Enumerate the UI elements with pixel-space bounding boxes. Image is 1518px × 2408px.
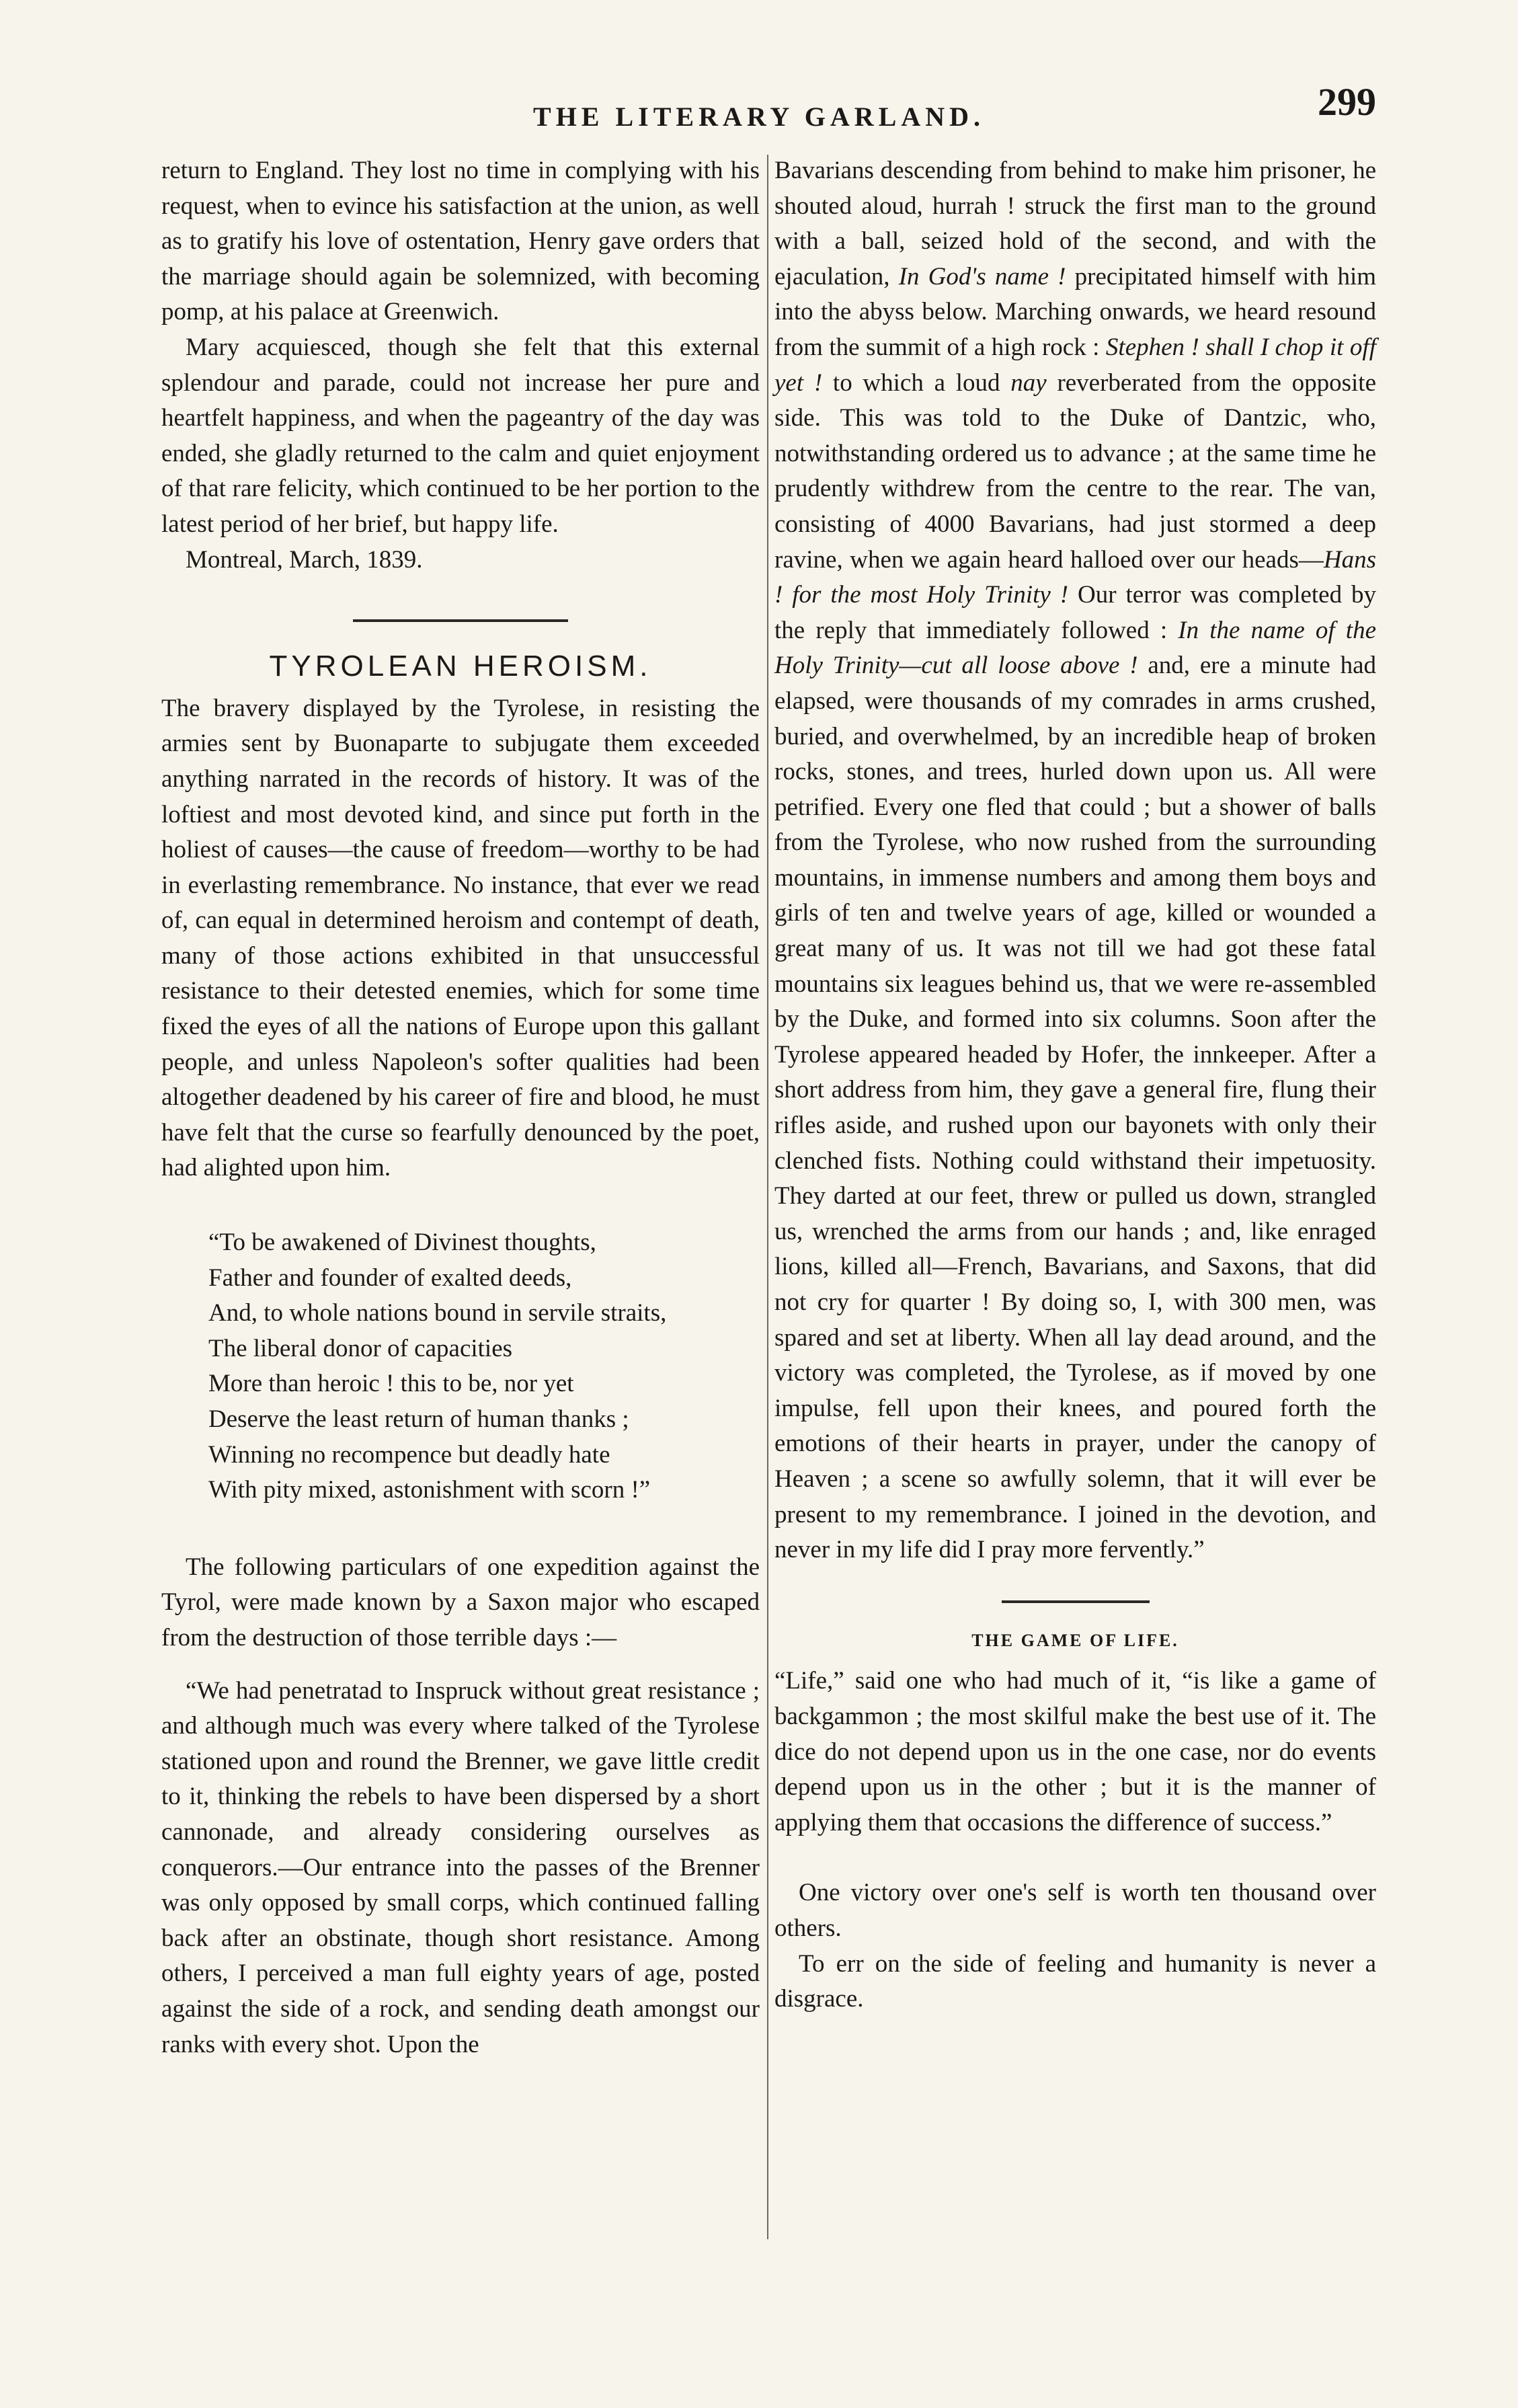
paragraph: “Life,” said one who had much of it, “is like a game of backgammon ; the most skilful make the best use of it. The dice do not depend upon us in the one case, nor do events depend upon us in the other ; but it is the manner of applying them that occasions the difference of success.” [774, 1667, 1376, 1836]
italic-run: Stephen ! shall I chop it off yet ! [774, 333, 1376, 397]
section-rule [1002, 1600, 1150, 1603]
dateline: Montreal, March, 1839. [186, 545, 423, 574]
text-run: and, ere a minute had elapsed, were thousands of my comrades in arms crushed, buried, and overwhelmed, by an incredible heap of broken rocks, stones, and trees, hurled down upon us. All were petrified. Every one fled that could ; but a shower of balls from the Tyrolese, who now rushed from the surrounding mountains, in immense numbers and among them boys and girls of ten and twelve years of age, killed or wounded a great many of us. It was not till we had got these fatal mountains six leagues behind us, that we were re-assembled by the Duke, and formed into six columns. Soon after the Tyrolese appeared headed by Hofer, the innkeeper. After a short address from him, they gave a general fire, flung their rifles aside, and rushed upon our bayonets with only their clenched fists. Nothing could withstand their impetuosity. They darted at our feet, threw or pulled us down, strangled us, wrenched the arms from our hands ; and, like enraged lions, killed all—French, Bavarians, and Saxons, that did not cry for quarter ! By doing so, I, with 300 men, was spared and set at liberty. When all lay dead around, and the victory was completed, the Tyrolese, as if moved by one impulse, fell upon their knees, and poured forth the emotions of their hearts in prayer, under the canopy of Heaven ; a scene so awfully solemn, that it will ever be present to my remembrance. I joined in the devotion, and never in my life did I pray more fervently.” [774, 652, 1377, 1564]
poem-line: “To be awakened of Divinest thoughts, [208, 1229, 596, 1257]
text-run: Our terror was completed by the reply that immediately followed : [774, 581, 1377, 644]
paragraph: Mary acquiesced, though she felt that this external splendour and parade, could not increase her pure and heartfelt happiness, and when the pageantry of the day was ended, she gladly returned to the calm and quiet enjoyment of that rare felicity, which continued to be her portion to the latest period of her brief, but happy life. [161, 333, 760, 538]
paragraph: The bravery displayed by the Tyrolese, in resisting the armies sent by Buonaparte to subjugate them exceeded anything narrated in the records of history. It was of the loftiest and most devoted kind, and since put forth in the holiest of causes—the cause of freedom—worthy to be had in everlasting remembrance. No instance, that ever we read of, can equal in determined heroism and contempt of death, many of those actions exhibited in that unsuccessful resistance to their detested enemies, which for some time fixed the eyes of all the nations of Europe upon this gallant people, and unless Napoleon's softer qualities had been altogether deadened by his career of fire and blood, he must have felt that the curse so fearfully denounced by the poet, had alighted upon him. [161, 694, 760, 1182]
poem-line: Father and founder of exalted deeds, [208, 1264, 572, 1292]
article-title: THE GAME OF LIFE. [971, 1630, 1179, 1650]
right-column [774, 153, 1376, 2017]
running-title: THE LITERARY GARLAND. [533, 102, 985, 132]
poem-line: The liberal donor of capacities [208, 1334, 513, 1362]
text-run: to which a loud [832, 368, 1000, 397]
left-column [161, 153, 760, 2062]
paragraph [774, 153, 1376, 1568]
text-run: precipitated himself with him into the abyss below. Marching onwards, we heard resound from the summit of a high rock : [774, 262, 1377, 361]
paragraph: The following particulars of one expedition against the Tyrol, were made known by a Saxon major who escaped from the destruction of those terrible days :— [161, 1553, 760, 1652]
italic-run: Hans ! for the most Holy Trinity ! [774, 545, 1376, 609]
paragraph: return to England. They lost no time in complying with his request, when to evince his satisfaction at the union, as well as to gratify his love of ostentation, Henry gave orders that the marriage should again be solemnized, with becoming pomp, at his palace at Greenwich. [161, 157, 760, 326]
poem-quote [208, 1225, 760, 1508]
poem-line: Deserve the least return of human thanks ; [208, 1405, 629, 1433]
paragraph: “We had penetratad to Inspruck without great resistance ; and although much was every where talked of the Tyrolese stationed upon and round the Brenner, we gave little credit to it, thinking the rebels to have been dispersed by a short cannonade, and already considering ourselves as conquerors.—Our entrance into the passes of the Brenner was only opposed by small corps, which continued falling back after an obstinate, though short resistance. Among others, I perceived a man full eighty years of age, posted against the side of a rock, and sending death amongst our ranks with every shot. Upon the [161, 1676, 760, 2058]
italic-run: In the name of the Holy Trinity—cut all loose above ! [774, 616, 1376, 680]
poem-line: Winning no recompence but deadly hate [208, 1440, 610, 1469]
poem-line: More than heroic ! this to be, nor yet [208, 1370, 574, 1398]
section-rule [353, 619, 568, 622]
article-title: TYROLEAN HEROISM. [269, 650, 652, 683]
paragraph: To err on the side of feeling and humanity is never a disgrace. [774, 1949, 1376, 2013]
paragraph: One victory over one's self is worth ten thousand over others. [774, 1879, 1376, 1942]
italic-run: In God's name ! [898, 262, 1066, 290]
spacer [774, 1840, 1376, 1875]
page-number: 299 [1318, 80, 1376, 124]
text-run: Bavarians descending from behind to make him prisoner, he shouted aloud, hurrah ! struck the first man to the ground with a ball, seized hold of the second, and with the ejaculation, [774, 157, 1376, 290]
poem-line: And, to whole nations bound in servile straits, [208, 1299, 667, 1327]
text-run: reverberated from the opposite side. This was told to the Duke of Dantzic, who, notwithstanding ordered us to advance ; at the same time he prudently withdrew from the centre to the rear. The van, consisting of 4000 Bavarians, had just stormed a deep ravine, when we again heard halloed over our heads— [774, 368, 1376, 574]
italic-run: nay [1010, 368, 1047, 397]
column-divider [767, 155, 768, 2239]
poem-line: With pity mixed, astonishment with scorn !” [208, 1476, 651, 1504]
